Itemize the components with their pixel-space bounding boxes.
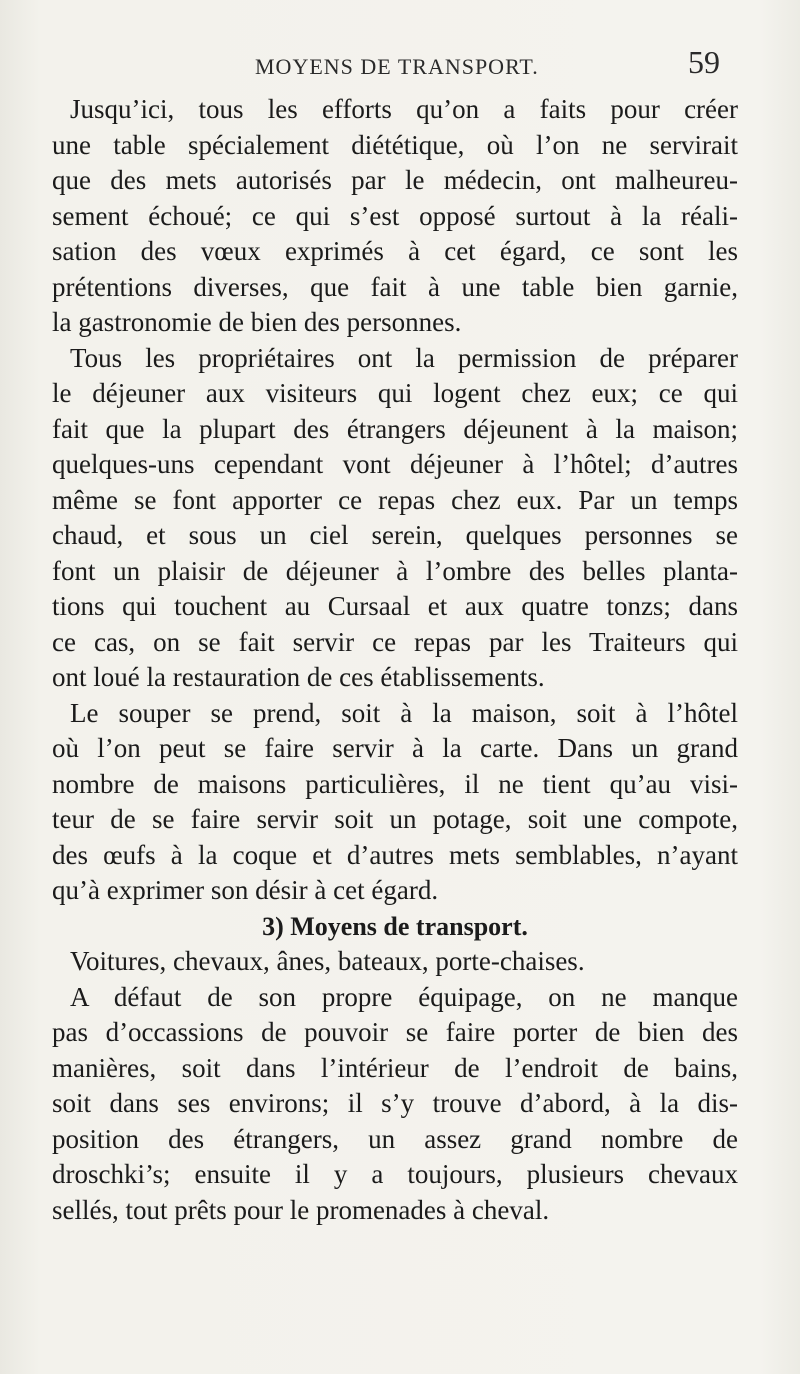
text-line: font un plaisir de déjeuner à l’ombre des belles planta- xyxy=(52,555,738,586)
text-line: Tous les propriétaires ont la permission de préparer xyxy=(70,342,738,373)
text-line: teur de se faire servir soit un potage, soit une compote, xyxy=(52,804,738,834)
text-line: chaud, et sous un ciel serein, quelques personnes se xyxy=(52,520,738,550)
text-line: ce cas, on se fait servir ce repas par les Traiteurs qui xyxy=(52,626,738,657)
text-line: où l’on peut se faire servir à la carte. Dans un grand xyxy=(52,733,738,763)
text-line: Voitures, chevaux, ânes, bateaux, porte-chaises. xyxy=(70,946,585,976)
running-head: MOYENS DE TRANSPORT. xyxy=(255,54,539,79)
text-line: la gastronomie de bien des personnes. xyxy=(52,307,462,337)
text-line: quelques-uns cependant vont déjeuner à l’hôtel; d’autres xyxy=(52,449,738,479)
page-header xyxy=(0,40,800,80)
text-line: droschki’s; ensuite il y a toujours, plusieurs chevaux xyxy=(52,1159,738,1189)
text-line: fait que la plupart des étrangers déjeunent à la maison; xyxy=(52,413,738,444)
text-line: tions qui touchent au Cursaal et aux quatre tonzs; dans xyxy=(52,591,738,621)
text-line: une table spécialement diététique, où l’on ne servirait xyxy=(52,129,738,160)
text-line: le déjeuner aux visiteurs qui logent chez eux; ce qui xyxy=(52,378,738,408)
text-line: sement échoué; ce qui s’est opposé surtout à la réali- xyxy=(52,200,738,231)
text-line: Jusqu’ici, tous les efforts qu’on a faits pour créer xyxy=(70,94,738,124)
text-line: prétentions diverses, que fait à une table bien garnie, xyxy=(52,271,738,302)
text-line: A défaut de son propre équipage, on ne manque xyxy=(70,981,738,1012)
text-line: nombre de maisons particulières, il ne tient qu’au visi- xyxy=(52,768,738,799)
text-line: ont loué la restauration de ces établissements. xyxy=(52,662,545,692)
text-line: même se font apporter ce repas chez eux. Par un temps xyxy=(52,484,738,515)
section-heading: 3) Moyens de transport. xyxy=(262,911,528,941)
text-line: manières, soit dans l’intérieur de l’endroit de bains, xyxy=(52,1052,738,1083)
text-line: des œufs à la coque et d’autres mets semblables, n’ayant xyxy=(52,839,738,870)
text-line: soit dans ses environs; il s’y trouve d’abord, à la dis- xyxy=(52,1088,738,1118)
page-number: 59 xyxy=(688,44,720,80)
text-line: que des mets autorisés par le médecin, ont malheureu- xyxy=(52,165,738,195)
text-line: Le souper se prend, soit à la maison, soit à l’hôtel xyxy=(70,697,738,728)
text-line: pas d’occassions de pouvoir se faire porter de bien des xyxy=(52,1017,738,1047)
body-text xyxy=(52,92,738,1228)
text-line: position des étrangers, un assez grand nombre de xyxy=(52,1123,738,1154)
text-line: sation des vœux exprimés à cet égard, ce sont les xyxy=(52,236,738,266)
text-line: sellés, tout prêts pour le promenades à cheval. xyxy=(52,1194,550,1225)
text-line: qu’à exprimer son désir à cet égard. xyxy=(52,875,439,905)
